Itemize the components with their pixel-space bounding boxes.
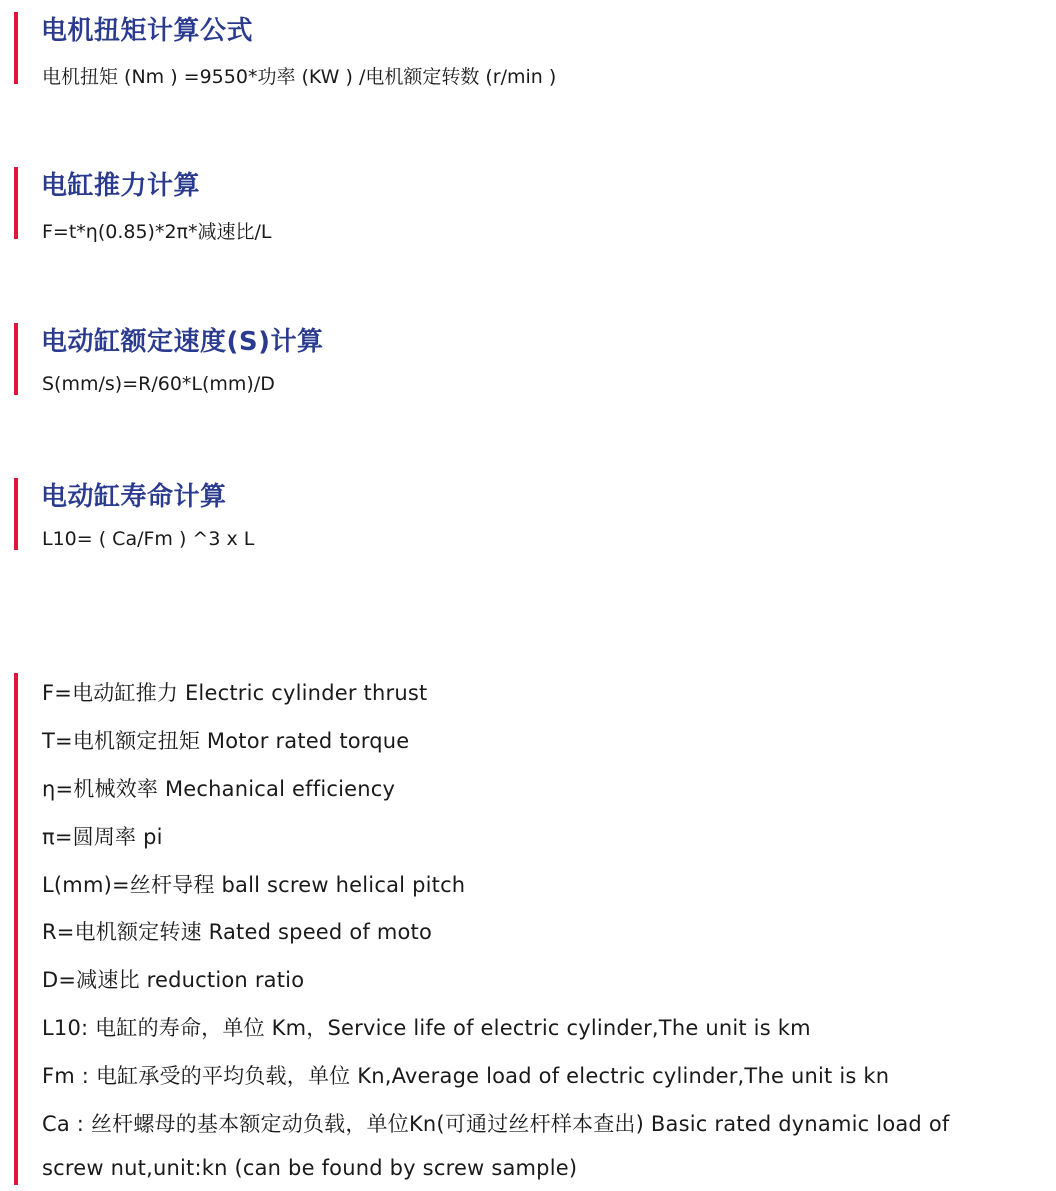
definition-item: η=机械效率 Mechanical efficiency bbox=[42, 777, 396, 801]
section-accent-bar bbox=[14, 12, 18, 84]
definition-item: D=减速比 reduction ratio bbox=[42, 968, 305, 992]
section-accent-bar bbox=[14, 167, 18, 239]
definition-item: R=电机额定转速 Rated speed of moto bbox=[42, 920, 433, 944]
section-formula: L10= ( Ca/Fm ) ^3 x L bbox=[42, 528, 255, 550]
section-formula: S(mm/s)=R/60*L(mm)/D bbox=[42, 373, 275, 395]
section-title: 电动缸寿命计算 bbox=[41, 482, 227, 512]
definition-item: F=电动缸推力 Electric cylinder thrust bbox=[42, 681, 428, 705]
definition-item: Ca : 丝杆螺母的基本额定动负载，单位Kn(可通过丝杆样本查出) Basic rated dynamic load of bbox=[42, 1112, 950, 1136]
definition-item: T=电机额定扭矩 Motor rated torque bbox=[42, 729, 410, 753]
definition-item: L10: 电缸的寿命，单位 Km，Service life of electric cylinder,The unit is km bbox=[42, 1016, 811, 1040]
definitions-list bbox=[14, 673, 1034, 1185]
section-cylinder-life bbox=[14, 478, 1014, 550]
section-title: 电缸推力计算 bbox=[41, 171, 201, 201]
section-motor-torque bbox=[14, 12, 1014, 88]
section-rated-speed bbox=[14, 323, 1014, 395]
section-accent-bar bbox=[14, 478, 18, 550]
definitions-accent-bar bbox=[14, 673, 18, 1185]
section-accent-bar bbox=[14, 323, 18, 395]
definition-item: Fm : 电缸承受的平均负载，单位 Kn,Average load of electric cylinder,The unit is kn bbox=[42, 1064, 890, 1088]
section-title: 电动缸额定速度(S)计算 bbox=[41, 327, 324, 357]
section-formula: F=t*η(0.85)*2π*减速比/L bbox=[42, 221, 272, 243]
section-cylinder-thrust bbox=[14, 167, 1014, 243]
definition-item: L(mm)=丝杆导程 ball screw helical pitch bbox=[42, 873, 466, 897]
definition-item: π=圆周率 pi bbox=[42, 825, 163, 849]
section-formula: 电机扭矩 (Nm ) =9550*功率 (KW ) /电机额定转数 (r/min ) bbox=[42, 66, 557, 88]
definition-item: screw nut,unit:kn (can be found by screw sample) bbox=[42, 1156, 578, 1180]
section-title: 电机扭矩计算公式 bbox=[41, 16, 254, 46]
